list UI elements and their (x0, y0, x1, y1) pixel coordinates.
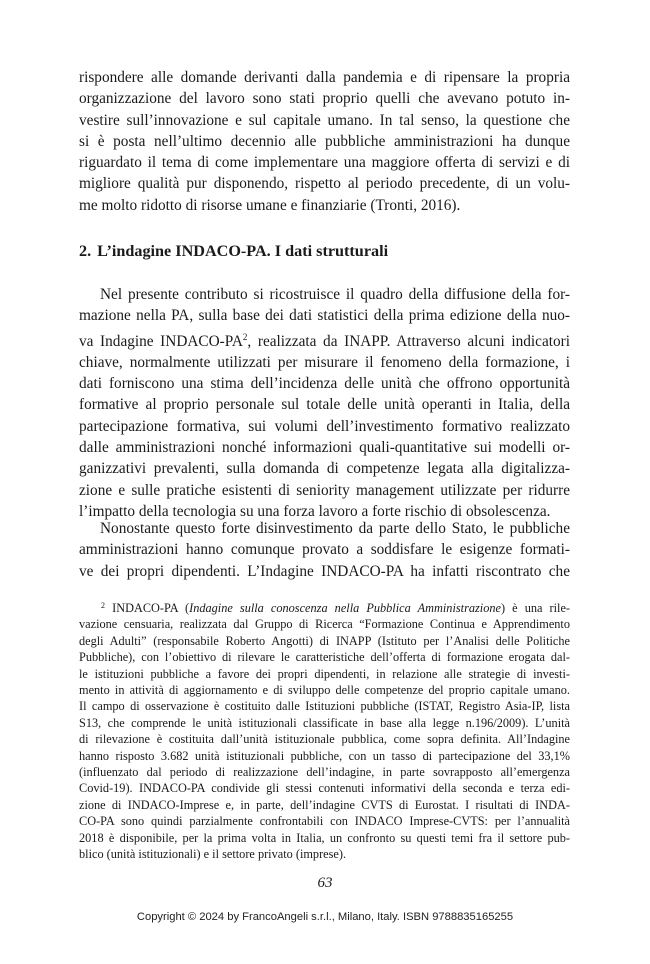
text-line: chiave, normalmente utilizzati per misurare il fenomeno della formazione, i (79, 353, 570, 371)
section-number: 2. (79, 242, 92, 260)
footnote-line: hanno risposto 3.682 unità istituzionali pubbliche, con un tasso di partecipazione del 33,1% (79, 748, 570, 763)
text-line-with-footnote-ref (79, 327, 570, 352)
text-line: si è posta nell’ultimo decennio alle pubbliche amministrazioni ha dunque (79, 132, 570, 150)
text-line: me molto ridotto di risorse umane e finanziarie (Tronti, 2016). (79, 196, 461, 214)
text-line: amministrazioni hanno comunque provato a soddisfare le esigenze formati- (79, 541, 570, 559)
section-title: L’indagine INDACO-PA. I dati strutturali (97, 242, 389, 260)
page-number: 63 (317, 875, 333, 891)
footnote-line: di rilevazione è costituita dall’unità istituzionale pubblica, come sopra definita. All’Indagine (79, 732, 570, 747)
text-line: dati forniscono una stima dell’incidenza delle unità che offrono opportunità (79, 375, 570, 393)
footnote-line: degli Adulti” (responsabile Roberto Angotti) di INAPP (Istituto per l’Analisi delle Politiche (79, 633, 570, 648)
body-paragraph-1 (79, 284, 570, 522)
text-line: zione e sulle pratiche esistenti di seniority management utilizzate per ridurre (79, 481, 570, 499)
footnote-line: Pubbliche), con l’obiettivo di rilevare le caratteristiche dell’offerta di formazione erogata dal- (79, 650, 570, 665)
text-segment: va Indagine INDACO-PA (79, 332, 243, 350)
text-line: Nonostante questo forte disinvestimento da parte dello Stato, le pubbliche (100, 520, 570, 537)
text-line: vestire sull’innovazione e sul capitale umano. In tal senso, la questione che (79, 111, 570, 129)
section-heading (79, 242, 388, 261)
footnote-line: S13, che comprende le unità istituzionali classificate in base alla legge n.196/2009). L’unità (79, 715, 570, 730)
text-line: mazione nella PA, sulla base dei dati statistici della prima edizione della nuo- (79, 307, 570, 325)
footnote-line: Covid-19). INDACO-PA condivide gli stessi contenuti informativi della seconda e terza edi- (79, 781, 570, 796)
body-paragraph-2 (79, 518, 570, 582)
text-segment: ) è una rile- (500, 601, 571, 615)
footnote-line: zione di INDACO-Imprese e, in parte, dell’indagine CVTS di Eurostat. I risultati di INDA- (79, 797, 570, 812)
text-line: organizzazione del lavoro sono stati proprio quelli che avevano potuto in- (79, 90, 570, 108)
footnote-line: 2018 è disponibile, per la prima volta in Italia, un confronto su questi temi fra il settore pub- (79, 830, 570, 845)
footnote-line: le istituzioni pubbliche a favore dei propri dipendenti, in relazione alle strategie di investi- (79, 666, 570, 681)
footnote-first-line (79, 598, 570, 616)
footnote-line: mento in attività di aggiornamento e di sviluppo delle competenze del proprio capitale umano. (79, 683, 570, 698)
text-line: Nel presente contributo si ricostruisce il quadro della diffusione della for- (100, 286, 570, 303)
footnote-line: vazione censuaria, realizzata dal Gruppo di Ricerca “Formazione Continua e Apprendimento (79, 617, 570, 632)
intro-paragraph (79, 67, 570, 216)
text-line: ganizzativi prevalenti, sulla domanda di competenze legata alla digitalizza- (79, 460, 570, 478)
footnote-line: CO-PA sono quindi parzialmente confrontabili con INDACO Imprese-CVTS: per l’annualità (79, 814, 570, 829)
text-line: riguardato il tema di come implementare una maggiore offerta di servizi e di (79, 154, 570, 172)
text-line: migliore qualità pur disponendo, rispetto al periodo precedente, di un volu- (79, 175, 570, 193)
text-line: formative al proprio personale sul totale delle unità operanti in Italia, della (79, 396, 570, 414)
text-line: dalle amministrazioni nonché informazioni quali-quantitative sui modelli or- (79, 439, 570, 457)
text-segment: INDACO-PA ( (112, 601, 190, 615)
footnote (79, 598, 570, 863)
footnote-line: (influenzato dal periodo di realizzazione dell’indagine, in parte sovrapposto all’emergenza (79, 765, 570, 780)
footnote-line: Il campo di osservazione è costituito dalle Istituzioni pubbliche (ISTAT, Registro Asia-IP, lista (79, 699, 570, 714)
text-line: l’impatto della tecnologia su una forza lavoro a forte rischio di obsolescenza. (79, 502, 551, 520)
text-segment: , realizzata da INAPP. Attraverso alcuni indicatori (247, 332, 570, 350)
survey-title-italic: Indagine sulla conoscenza nella Pubblica Amministrazione (189, 601, 501, 615)
footnote-marker: 2 (101, 601, 105, 610)
text-line: partecipazione formativa, sui volumi dell’investimento formativo realizzato (79, 417, 570, 435)
footnote-reference[interactable]: 2 (242, 331, 248, 342)
copyright-notice: Copyright © 2024 by FrancoAngeli s.r.l., Milano, Italy. ISBN 9788835165255 (136, 911, 514, 923)
text-line: rispondere alle domande derivanti dalla pandemia e di ripensare la propria (79, 69, 570, 86)
footnote-line: blico (unità istituzionali) e il settore privato (imprese). (79, 847, 347, 862)
text-line: ve dei propri dipendenti. L’Indagine INDACO-PA ha infatti riscontrato che (79, 562, 570, 580)
